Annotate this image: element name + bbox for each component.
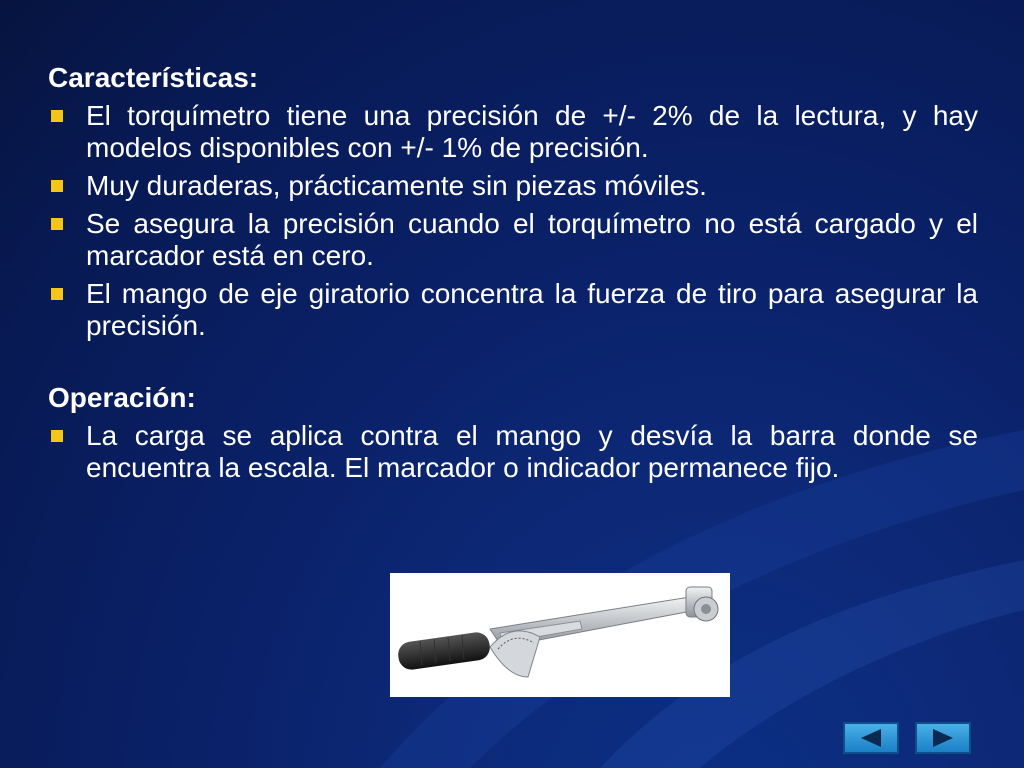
list-item [48, 170, 978, 202]
torque-wrench-image [390, 573, 730, 697]
bullet-square-icon [51, 430, 63, 442]
slide-content [48, 62, 978, 484]
list-item [48, 278, 978, 342]
section-heading-operacion: Operación: [48, 382, 196, 413]
list-item [48, 420, 978, 484]
beam-torque-wrench-icon [390, 573, 730, 697]
caracteristicas-list [48, 100, 978, 342]
previous-slide-button[interactable] [843, 722, 899, 754]
next-slide-button[interactable] [915, 722, 971, 754]
bullet-square-icon [51, 180, 63, 192]
section-heading-caracteristicas: Características: [48, 62, 259, 93]
triangle-left-icon [853, 727, 889, 749]
list-item-text: Muy duraderas, prácticamente sin piezas móviles. [86, 170, 707, 201]
triangle-right-icon [925, 727, 961, 749]
bullet-square-icon [51, 288, 63, 300]
list-item-text: El mango de eje giratorio concentra la fuerza de tiro para asegurar la precisión. [86, 278, 978, 341]
list-item-text: Se asegura la precisión cuando el torquímetro no está cargado y el marcador está en cero. [86, 208, 978, 271]
list-item [48, 100, 978, 164]
list-item [48, 208, 978, 272]
list-item-text: La carga se aplica contra el mango y desvía la barra donde se encuentra la escala. El marcador o indicador permanece fijo. [86, 420, 978, 483]
operacion-list [48, 420, 978, 484]
bullet-square-icon [51, 218, 63, 230]
bullet-square-icon [51, 110, 63, 122]
list-item-text: El torquímetro tiene una precisión de +/- 2% de la lectura, y hay modelos disponibles con +/- 1% de precisión. [86, 100, 978, 163]
